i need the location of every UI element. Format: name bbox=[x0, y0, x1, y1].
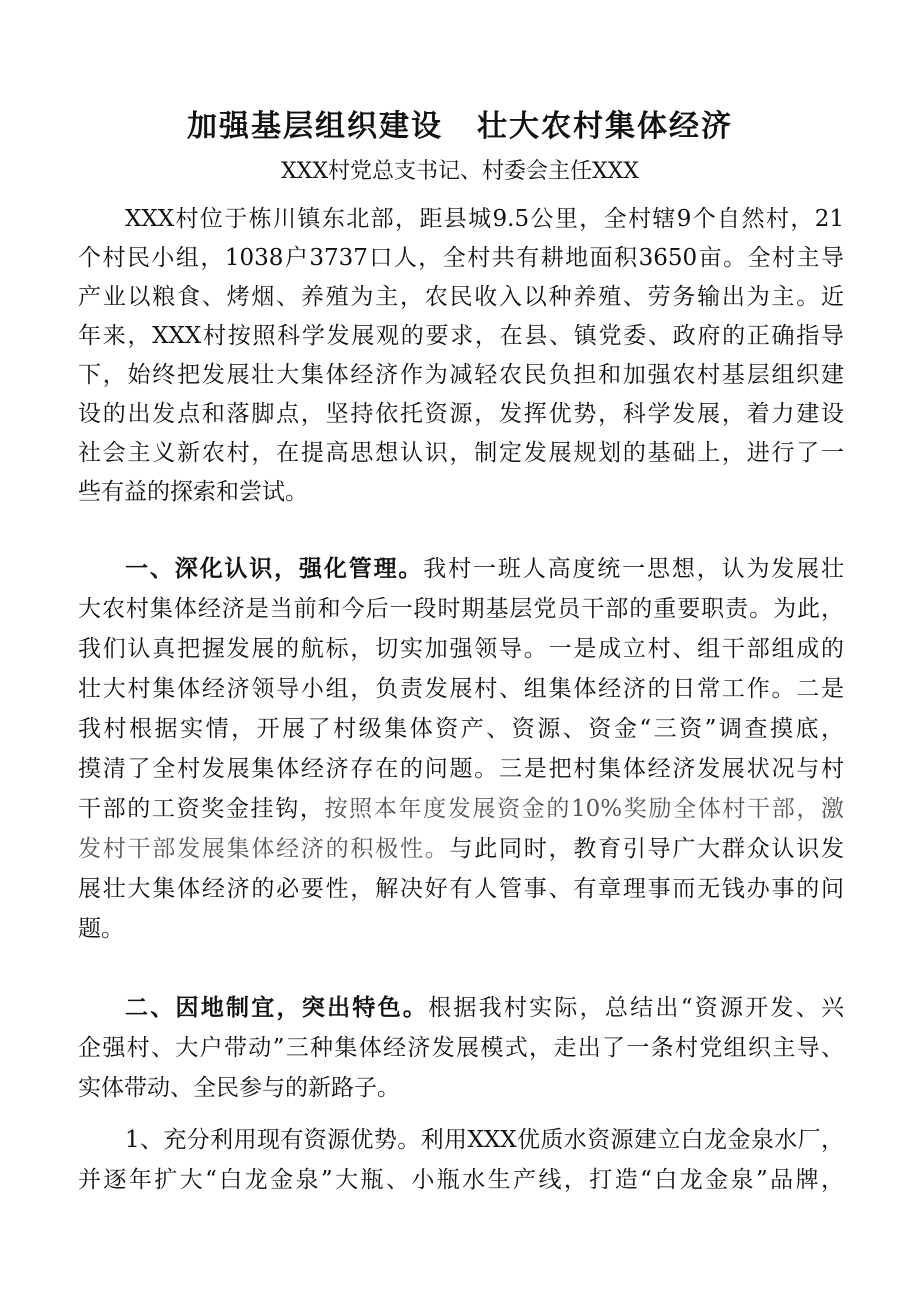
p2-line: 大农村集体经济是当前和今后一段时期基层党员干部的重要职责。为此， bbox=[78, 596, 844, 622]
p1-line: 产业以粮食、烤烟、养殖为主，农民收入以种养殖、劳务输出为主。近 bbox=[78, 284, 844, 310]
p2-line: 展壮大集体经济的必要性，解决好有人管事、有章理事而无钱办事的问 bbox=[78, 876, 844, 902]
title-part-1: 加强基层组织建设 bbox=[187, 109, 443, 144]
p2-line: 壮大村集体经济领导小组，负责发展村、组集体经济的日常工作。二是 bbox=[78, 676, 844, 702]
p1-line: 年来，XXX村按照科学发展观的要求，在县、镇党委、政府的正确指导 bbox=[78, 323, 844, 349]
p1-line: 社会主义新农村，在提高思想认识，制定发展规划的基础上，进行了一 bbox=[78, 440, 844, 466]
p3-line: 实体带动、全民参与的新路子。 bbox=[78, 1075, 400, 1101]
p2-line bbox=[125, 549, 844, 589]
p2-line bbox=[78, 789, 844, 829]
p2-line7-b: 按照本年度发展资金的10%奖励全体村干部，激 bbox=[324, 796, 845, 822]
document-title bbox=[0, 104, 920, 150]
p3-line bbox=[125, 988, 844, 1028]
title-part-2: 壮大农村集体经济 bbox=[477, 109, 733, 144]
p1-line: 些有益的探索和尝试。 bbox=[78, 479, 308, 505]
p1-line: 设的出发点和落脚点，坚持依托资源，发挥优势，科学发展，着力建设 bbox=[78, 401, 844, 427]
p3-heading: 二、因地制宜，突出特色。 bbox=[125, 995, 429, 1021]
p2-line bbox=[78, 829, 844, 869]
p4-first-rest: 利用XXX优质水资源建立白龙金泉水厂， bbox=[420, 1127, 844, 1153]
p1-line: XXX村位于栋川镇东北部，距县城9.5公里，全村辖9个自然村，21 bbox=[125, 206, 844, 232]
p2-heading: 一、深化认识，强化管理。 bbox=[125, 556, 424, 582]
p2-line: 我们认真把握发展的航标，切实加强领导。一是成立村、组干部组成的 bbox=[78, 636, 844, 662]
document-subtitle: XXX村党总支书记、村委会主任XXX bbox=[281, 159, 639, 184]
p4-line: 并逐年扩大“白龙金泉”大瓶、小瓶水生产线，打造“白龙金泉”品牌， bbox=[78, 1167, 844, 1193]
p2-line: 我村根据实情，开展了村级集体资产、资源、资金“三资”调查摸底， bbox=[78, 716, 844, 742]
p2-line8-a: 发村干部发展集体经济的积极性。 bbox=[78, 836, 450, 862]
p2-first-rest: 我村一班人高度统一思想，认为发展壮 bbox=[423, 556, 845, 582]
p2-line: 题。 bbox=[78, 916, 124, 942]
p4-heading: 1、充分利用现有资源优势。 bbox=[125, 1127, 421, 1153]
p3-line: 企强村、大户带动”三种集体经济发展模式，走出了一条村党组织主导、 bbox=[78, 1035, 844, 1061]
p2-line: 摸清了全村发展集体经济存在的问题。三是把村集体经济发展状况与村 bbox=[78, 756, 844, 782]
p2-line7-a: 干部的工资奖金挂钩， bbox=[78, 796, 325, 822]
p2-line8-b: 与此同时，教育引导广大群众认识发 bbox=[449, 836, 845, 862]
p1-line: 个村民小组，1038户3737口人，全村共有耕地面积3650亩。全村主导 bbox=[78, 245, 844, 271]
p3-first-rest: 根据我村实际，总结出“资源开发、兴 bbox=[428, 995, 845, 1021]
p1-line: 下，始终把发展壮大集体经济作为减轻农民负担和加强农村基层组织建 bbox=[78, 362, 844, 388]
p4-line bbox=[125, 1120, 844, 1160]
